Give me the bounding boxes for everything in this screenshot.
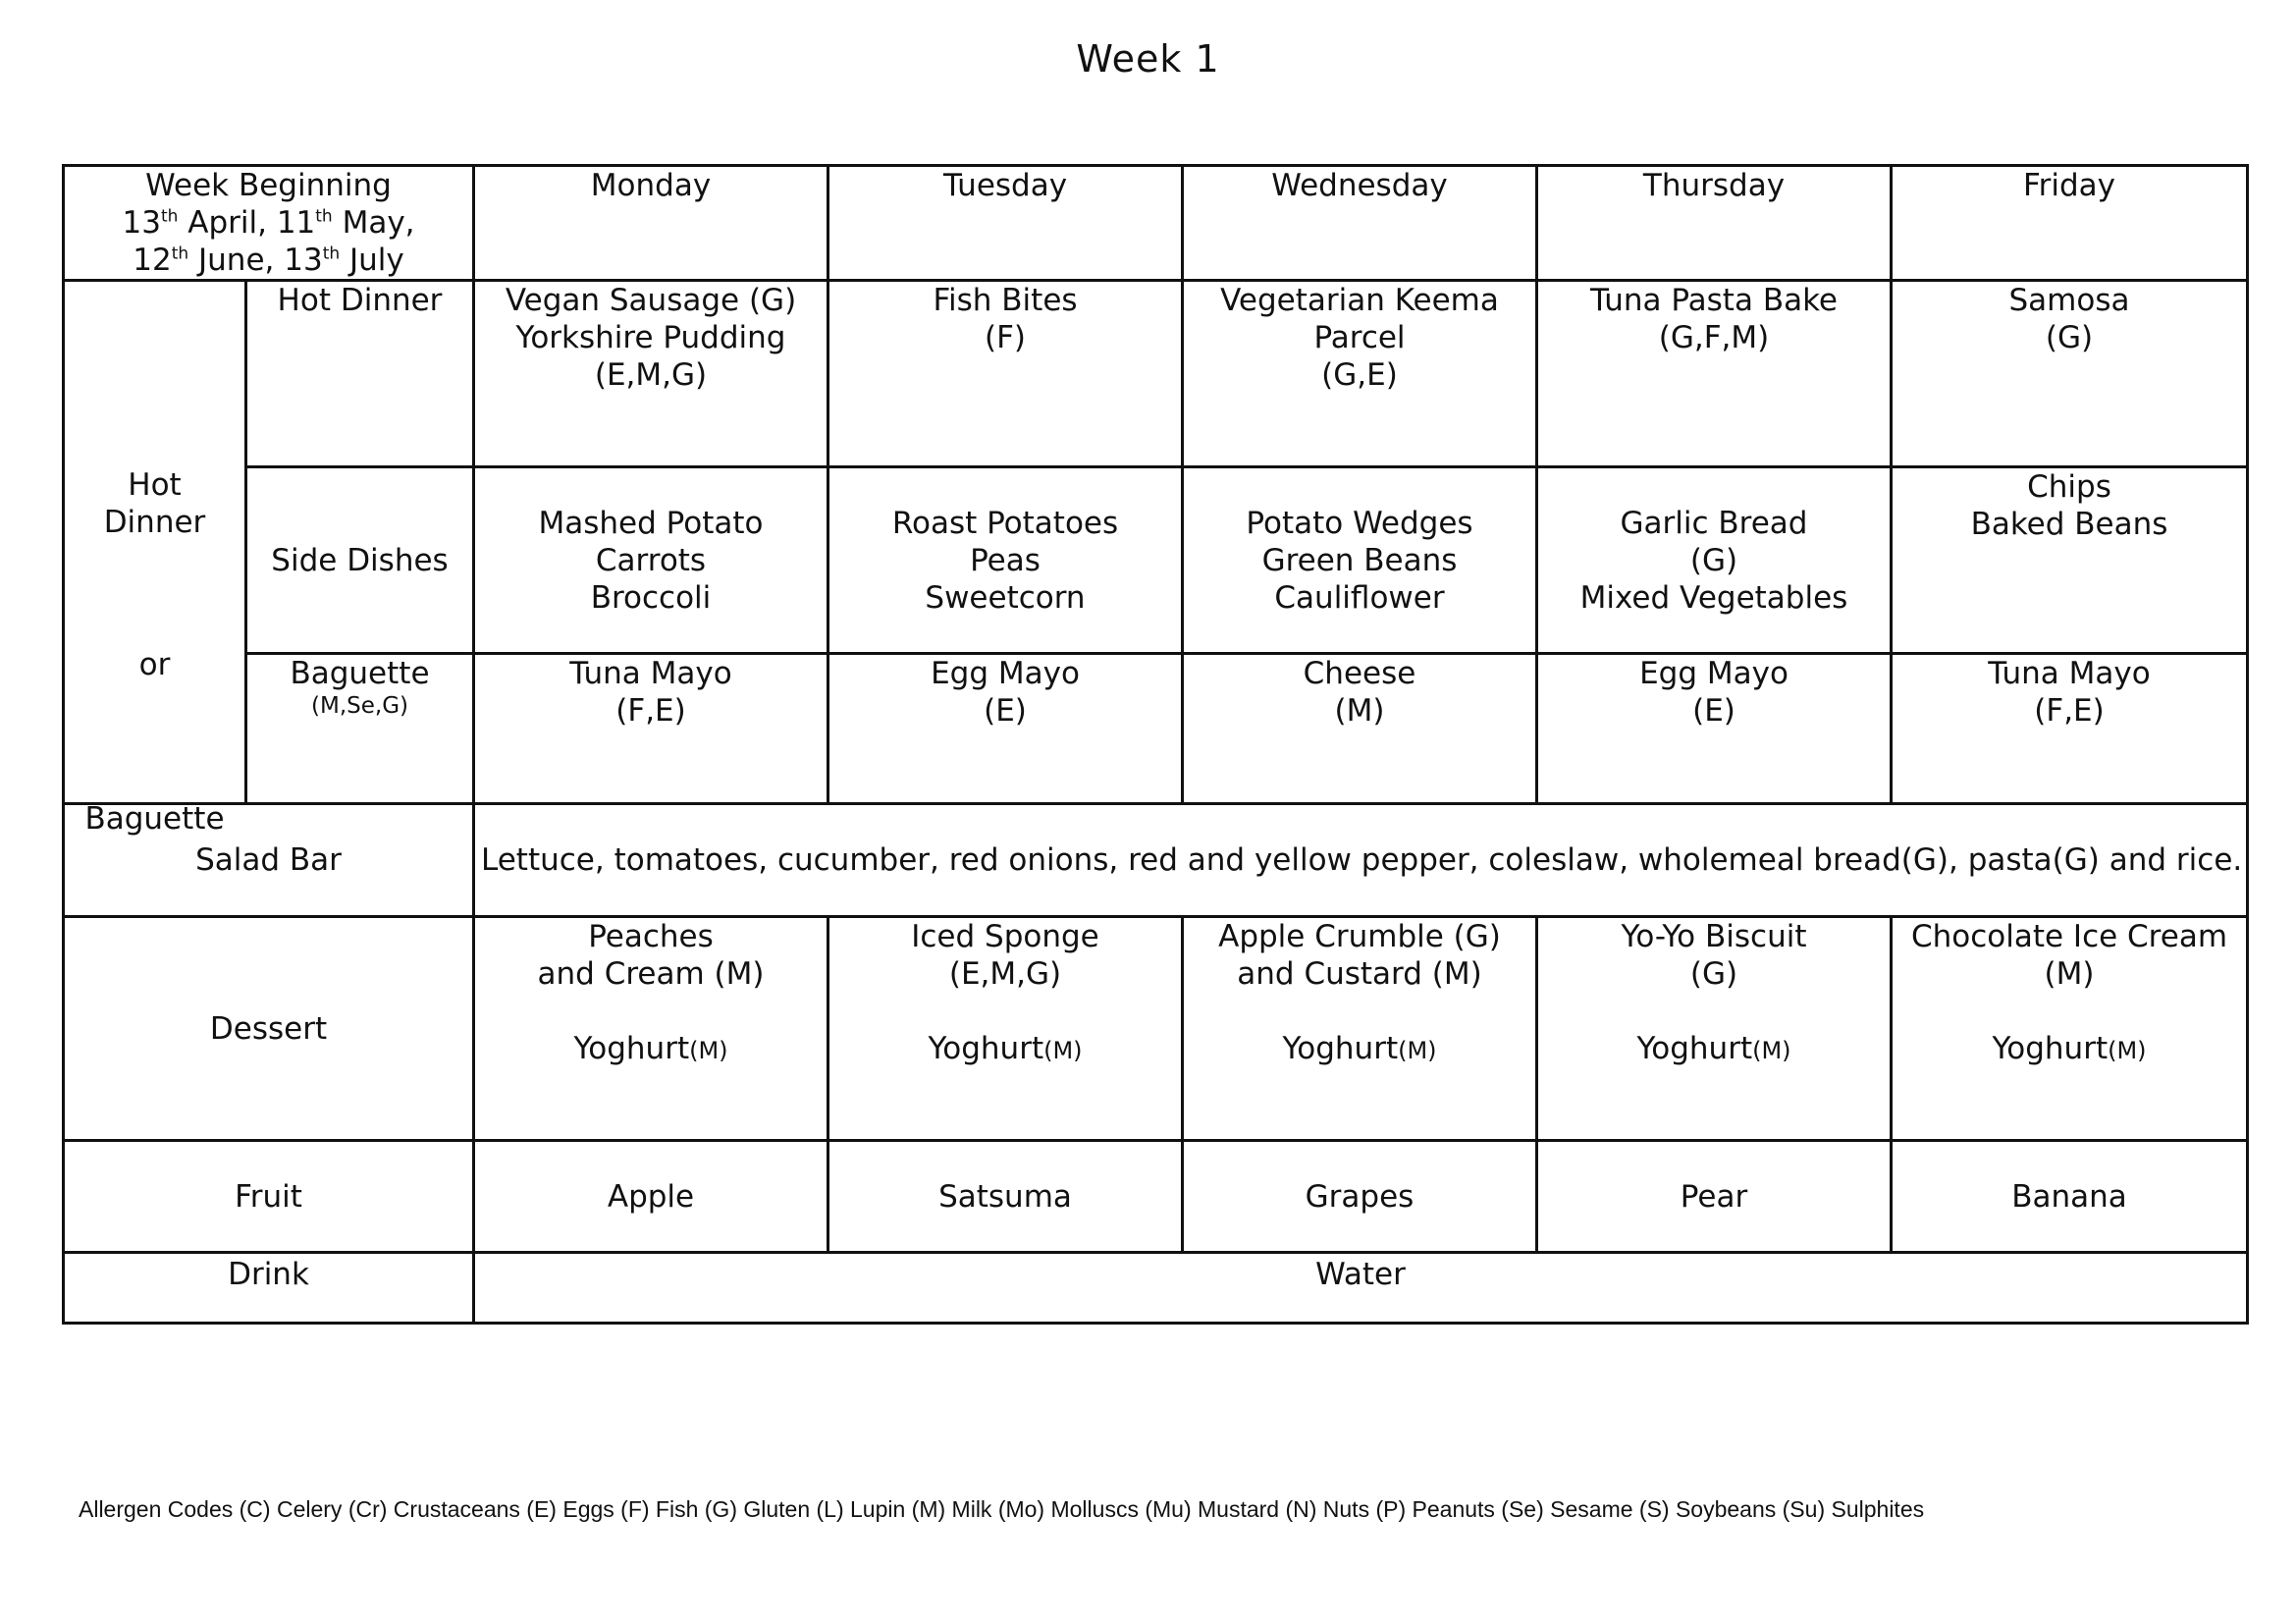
allergen-codes-footer: Allergen Codes (C) Celery (Cr) Crustaceans (E) Eggs (F) Fish (G) Gluten (L) Lupin (M) Milk (Mo) Molluscs (Mu) Mustard (N) Nuts (P) Peanuts (Se) Sesame (S) Soybeans (Su) Sulphites	[79, 1496, 1925, 1522]
group-hot: Hot	[128, 467, 182, 503]
hot-dinner-row	[64, 281, 2248, 467]
baguette-label: Baguette	[290, 656, 430, 691]
page-title: Week 1	[1076, 37, 1220, 81]
side-dishes-monday: Mashed Potato Carrots Broccoli	[474, 467, 828, 654]
day-header-tuesday: Tuesday	[828, 166, 1183, 281]
fruit-tuesday: Satsuma	[828, 1141, 1183, 1253]
salad-bar-text: Lettuce, tomatoes, cucumber, red onions, red and yellow pepper, coleslaw, wholemeal bread(G), pasta(G) and rice.	[474, 804, 2248, 917]
fruit-wednesday: Grapes	[1183, 1141, 1537, 1253]
salad-bar-label: Salad Bar	[64, 804, 474, 917]
day-header-monday: Monday	[474, 166, 828, 281]
yoghurt-monday: Yoghurt(M)	[573, 1031, 728, 1066]
drink-label: Drink	[64, 1253, 474, 1324]
side-dishes-friday: Chips Baked Beans	[1892, 467, 2248, 654]
baguette-label-cell	[246, 654, 474, 804]
hot-dinner-tuesday: Fish Bites (F)	[828, 281, 1183, 467]
side-dishes-tuesday: Roast Potatoes Peas Sweetcorn	[828, 467, 1183, 654]
hot-dinner-friday: Samosa (G)	[1892, 281, 2248, 467]
side-dishes-thursday: Garlic Bread (G) Mixed Vegetables	[1537, 467, 1892, 654]
yoghurt-friday: Yoghurt(M)	[1992, 1031, 2147, 1066]
fruit-monday: Apple	[474, 1141, 828, 1253]
header-row	[64, 166, 2248, 281]
yoghurt-thursday: Yoghurt(M)	[1636, 1031, 1791, 1066]
baguette-tuesday: Egg Mayo (E)	[828, 654, 1183, 804]
side-dishes-row	[64, 467, 2248, 654]
baguette-thursday: Egg Mayo (E)	[1537, 654, 1892, 804]
week-dates-line-1: 13th April, 11th May,	[122, 205, 415, 241]
week-dates-line-2: 12th June, 13th July	[133, 243, 404, 278]
baguette-row	[64, 654, 2248, 804]
fruit-thursday: Pear	[1537, 1141, 1892, 1253]
hot-dinner-label: Hot Dinner	[246, 281, 474, 467]
fruit-friday: Banana	[1892, 1141, 2248, 1253]
dessert-thursday: Yo-Yo Biscuit (G) Yoghurt(M)	[1537, 917, 1892, 1141]
day-header-friday: Friday	[1892, 166, 2248, 281]
week-beginning-cell	[64, 166, 474, 281]
hot-dinner-wednesday: Vegetarian Keema Parcel (G,E)	[1183, 281, 1537, 467]
fruit-label: Fruit	[64, 1141, 474, 1253]
menu-table	[62, 164, 2249, 1325]
dessert-label: Dessert	[64, 917, 474, 1141]
baguette-allergens: (M,Se,G)	[311, 693, 408, 719]
group-baguette: Baguette	[84, 801, 225, 837]
baguette-friday: Tuna Mayo (F,E)	[1892, 654, 2248, 804]
yoghurt-wednesday: Yoghurt(M)	[1282, 1031, 1437, 1066]
drink-row	[64, 1253, 2248, 1324]
group-dinner: Dinner	[103, 505, 206, 540]
hot-dinner-thursday: Tuna Pasta Bake (G,F,M)	[1537, 281, 1892, 467]
side-dishes-wednesday: Potato Wedges Green Beans Cauliflower	[1183, 467, 1537, 654]
side-dishes-label: Side Dishes	[246, 467, 474, 654]
baguette-monday: Tuna Mayo (F,E)	[474, 654, 828, 804]
hot-dinner-monday: Vegan Sausage (G) Yorkshire Pudding (E,M,G)	[474, 281, 828, 467]
week-beginning-label: Week Beginning	[145, 168, 392, 203]
hot-dinner-or-baguette-group	[64, 281, 246, 837]
yoghurt-tuesday: Yoghurt(M)	[928, 1031, 1083, 1066]
dessert-tuesday: Iced Sponge (E,M,G) Yoghurt(M)	[828, 917, 1183, 1141]
day-header-wednesday: Wednesday	[1183, 166, 1537, 281]
group-or: or	[138, 647, 171, 682]
salad-bar-row	[64, 804, 2248, 917]
fruit-row	[64, 1141, 2248, 1253]
baguette-wednesday: Cheese (M)	[1183, 654, 1537, 804]
dessert-friday: Chocolate Ice Cream (M) Yoghurt(M)	[1892, 917, 2248, 1141]
dessert-row	[64, 917, 2248, 1141]
dessert-wednesday: Apple Crumble (G) and Custard (M) Yoghurt(M)	[1183, 917, 1537, 1141]
dessert-monday: Peaches and Cream (M) Yoghurt(M)	[474, 917, 828, 1141]
drink-value: Water	[474, 1253, 2248, 1324]
day-header-thursday: Thursday	[1537, 166, 1892, 281]
